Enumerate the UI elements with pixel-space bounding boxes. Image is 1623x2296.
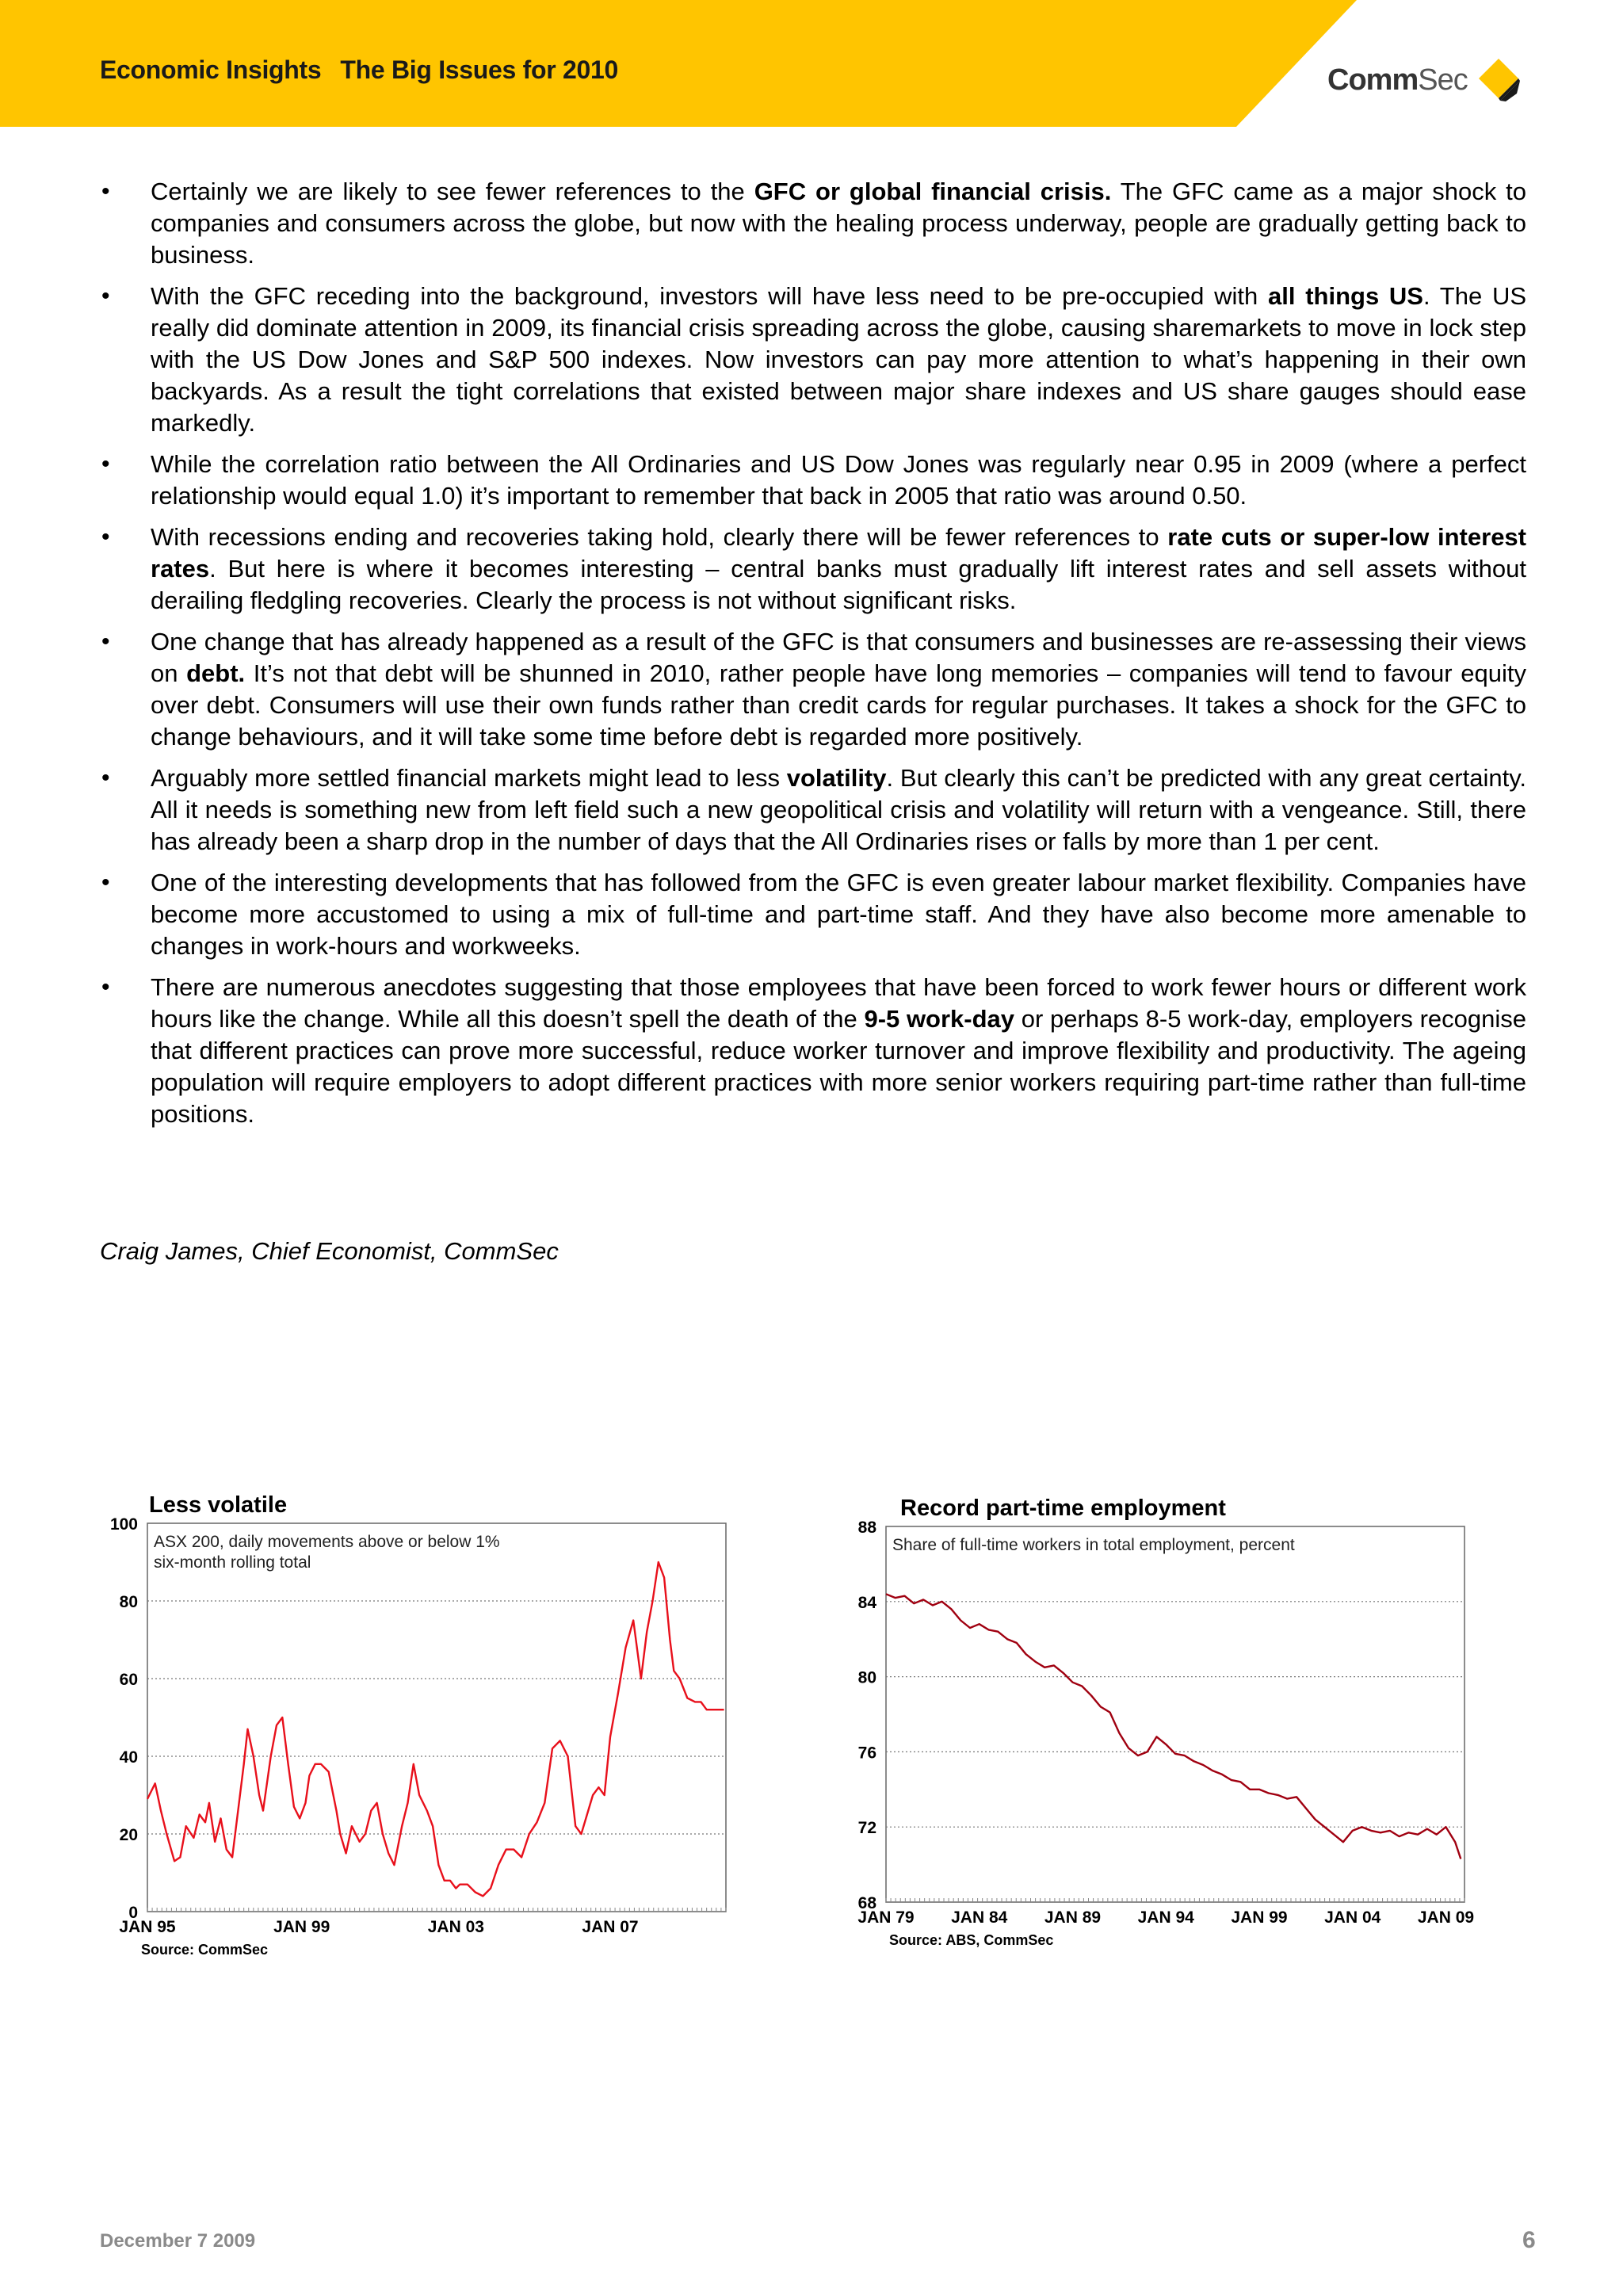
x-tick-label: JAN 94	[1137, 1908, 1194, 1927]
bullet-bold-text: all things US	[1268, 282, 1423, 310]
header-title-right: The Big Issues for 2010	[340, 55, 618, 84]
header-title	[100, 55, 618, 85]
y-tick-label: 100	[109, 1515, 138, 1534]
x-tick-label: JAN 03	[427, 1918, 484, 1936]
bullet-dot-icon: •	[101, 974, 110, 1000]
chart-record-part-time	[857, 1482, 1495, 1958]
x-tick-label: JAN 89	[1044, 1908, 1102, 1927]
bullet-bold-text: debt.	[186, 659, 246, 687]
bullet-text: One of the interesting developments that has followed from the GFC is even greater labour market flexibility. Companies have become more accustomed to using a mix of full-time and part-time staff. And they have also become more amenable to changes in work-hours and workweeks.	[151, 869, 1526, 960]
chart-record-part-time-svg	[857, 1482, 1495, 1958]
x-tick-label: JAN 84	[951, 1908, 1008, 1927]
x-tick-label: JAN 04	[1324, 1908, 1381, 1927]
page-number: 6	[1522, 2227, 1536, 2253]
bullet-list	[100, 176, 1526, 1140]
y-tick-label: 72	[857, 1819, 876, 1838]
chart-title: Less volatile	[149, 1492, 288, 1518]
author-signature: Craig James, Chief Economist, CommSec	[100, 1237, 559, 1265]
x-tick-label: JAN 99	[1231, 1908, 1288, 1927]
y-tick-label: 84	[857, 1593, 876, 1612]
logo-sec-text: Sec	[1418, 63, 1468, 97]
bullet-item	[100, 762, 1526, 858]
bullet-dot-icon: •	[101, 178, 110, 204]
x-tick-label: JAN 09	[1417, 1908, 1475, 1927]
x-tick-label: JAN 79	[857, 1908, 915, 1927]
x-minor-ticks	[886, 1898, 1465, 1902]
y-tick-label: 76	[857, 1744, 876, 1763]
bullet-text: With the GFC receding into the background, investors will have less need to be pre-occupied with	[151, 282, 1268, 310]
bullet-dot-icon: •	[101, 283, 110, 309]
bullet-dot-icon: •	[101, 524, 110, 550]
chart-less-volatile	[84, 1482, 750, 1973]
bullet-bold-text: rate cuts or super-low interest rates	[151, 523, 1526, 583]
logo-comm-text: Comm	[1327, 63, 1419, 97]
y-tick-label: 80	[857, 1668, 876, 1687]
y-tick-label: 20	[119, 1826, 138, 1844]
bullet-bold-text: GFC or global financial crisis.	[754, 178, 1112, 205]
bullet-item	[100, 521, 1526, 617]
y-tick-label: 60	[119, 1671, 138, 1689]
bullet-item	[100, 972, 1526, 1130]
chart-annotation: ASX 200, daily movements above or below 1%	[154, 1533, 500, 1551]
commsec-logo	[1327, 60, 1522, 100]
chart-less-volatile-svg	[84, 1482, 750, 1973]
bullet-bold-text: volatility	[786, 764, 887, 792]
bullet-item	[100, 867, 1526, 962]
y-tick-label: 40	[119, 1748, 138, 1767]
bullet-bold-text: 9-5 work-day	[864, 1005, 1015, 1033]
chart-source: Source: ABS, CommSec	[889, 1932, 1054, 1948]
chart-title: Record part-time employment	[900, 1496, 1226, 1521]
bullet-dot-icon: •	[101, 628, 110, 655]
bullet-text: or perhaps 8-5 work-day, employers recognise that different practices can prove more successful, reduce worker turnover and improve flexibility and productivity. The ageing population will require employers to adopt different practices with more senior workers requiring part-time rather than full-time positions.	[151, 1005, 1527, 1128]
bullet-item	[100, 449, 1526, 512]
chart-plot-area	[886, 1526, 1465, 1902]
footer-date: December 7 2009	[100, 2230, 256, 2252]
x-tick-label: JAN 95	[119, 1918, 176, 1936]
bullet-text: Arguably more settled financial markets might lead to less	[151, 764, 787, 792]
chart-annotation: Share of full-time workers in total employment, percent	[892, 1536, 1295, 1554]
bullet-dot-icon: •	[101, 765, 110, 791]
x-tick-label: JAN 99	[273, 1918, 330, 1936]
bullet-text: It’s not that debt will be shunned in 2010, rather people have long memories – companies will tend to favour equity over debt. Consumers will use their own funds rather than credit cards for regular purchases. It takes a shock for the GFC to change behaviours, and it will take some time before debt is regarded more positively.	[151, 659, 1526, 751]
bullet-item	[100, 626, 1526, 753]
bullet-text: With recessions ending and recoveries taking hold, clearly there will be fewer references to	[151, 523, 1168, 551]
bullet-text: . But clearly this can’t be predicted with any great certainty. All it needs is something new from left field such a new geopolitical crisis and volatility will return with a vengeance. Still, there has already been a sharp drop in the number of days that the All Ordinaries rises or falls by more than 1 per cent.	[151, 764, 1527, 855]
bullet-text: One change that has already happened as a result of the GFC is that consumers and businesses are re-assessing their views on	[151, 628, 1526, 687]
chart-annotation: six-month rolling total	[154, 1553, 311, 1572]
bullet-text: The GFC came as a major shock to companies and consumers across the globe, but now with the healing process underway, people are gradually getting back to business.	[151, 178, 1526, 269]
bullet-text: . But here is where it becomes interesting – central banks must gradually lift interest rates and sell assets without derailing fledgling recoveries. Clearly the process is not without significant risks.	[151, 555, 1526, 614]
bullet-item	[100, 281, 1526, 439]
bullet-item	[100, 176, 1526, 271]
bullet-text: There are numerous anecdotes suggesting that those employees that have been forced to work fewer hours or different work hours like the change. While all this doesn’t spell the death of the	[151, 973, 1526, 1033]
bullet-text: . The US really did dominate attention in 2009, its financial crisis spreading across the globe, causing sharemarkets to move in lock step with the US Dow Jones and S&P 500 indexes. Now investors can pay more attention to what’s happening in their own backyards. As a result the tight correlations that existed between major share indexes and US share gauges should ease markedly.	[151, 282, 1527, 437]
x-minor-ticks	[147, 1908, 726, 1912]
y-tick-label: 88	[857, 1519, 876, 1537]
commsec-diamond-icon	[1476, 57, 1522, 103]
header-title-left: Economic Insights	[100, 55, 322, 84]
bullet-dot-icon: •	[101, 451, 110, 477]
bullet-text: While the correlation ratio between the All Ordinaries and US Dow Jones was regularly near 0.95 in 2009 (where a perfect relationship would equal 1.0) it’s important to remember that back in 2005 that ratio was around 0.50.	[151, 450, 1526, 510]
bullet-text: Certainly we are likely to see fewer references to the	[151, 178, 754, 205]
y-tick-label: 80	[119, 1593, 138, 1611]
chart-source: Source: CommSec	[141, 1942, 269, 1958]
y-tick-label: 68	[857, 1894, 876, 1912]
y-tick-label: 0	[128, 1904, 138, 1922]
x-tick-label: JAN 07	[582, 1918, 639, 1936]
bullet-dot-icon: •	[101, 869, 110, 896]
